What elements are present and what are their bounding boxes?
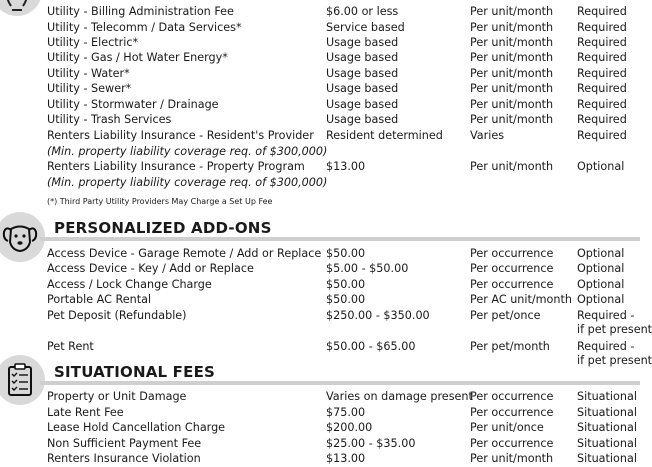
fee-amount: $50.00 bbox=[326, 293, 366, 306]
fee-status: Required bbox=[577, 98, 627, 111]
fee-status: Optional bbox=[577, 160, 625, 173]
fee-amount: $50.00 bbox=[326, 247, 366, 260]
fee-frequency: Per unit/month bbox=[470, 5, 554, 18]
fee-frequency: Per unit/month bbox=[470, 51, 554, 64]
fee-amount: $13.00 bbox=[326, 160, 366, 173]
fee-amount: Usage based bbox=[326, 67, 399, 80]
fee-status: Required bbox=[577, 129, 627, 142]
fee-name: Utility - Billing Administration Fee bbox=[47, 5, 234, 18]
fee-amount: Usage based bbox=[326, 36, 399, 49]
table-row bbox=[0, 405, 640, 421]
fee-name: Renters Insurance Violation bbox=[47, 452, 201, 465]
fee-status: Required bbox=[577, 36, 627, 49]
fee-amount: Usage based bbox=[326, 82, 399, 95]
table-row bbox=[0, 50, 640, 66]
fee-status: Required - bbox=[577, 340, 635, 353]
fee-amount: $6.00 or less bbox=[326, 5, 399, 18]
fee-name: Pet Rent bbox=[47, 340, 94, 353]
fee-frequency: Per pet/once bbox=[470, 309, 541, 322]
fee-amount: $50.00 bbox=[326, 278, 366, 291]
fee-status-condition: if pet present bbox=[577, 354, 652, 367]
fee-frequency: Per AC unit/month bbox=[470, 293, 572, 306]
fee-amount: $5.00 - $50.00 bbox=[326, 262, 409, 275]
fee-name: Pet Deposit (Refundable) bbox=[47, 309, 187, 322]
fee-frequency: Per occurrence bbox=[470, 437, 554, 450]
fee-frequency: Per unit/month bbox=[470, 113, 554, 126]
section-divider bbox=[40, 381, 640, 385]
fee-status: Required bbox=[577, 113, 627, 126]
table-row bbox=[0, 451, 640, 467]
fee-status: Optional bbox=[577, 262, 625, 275]
fee-name: Non Sufficient Payment Fee bbox=[47, 437, 202, 450]
fee-amount: Usage based bbox=[326, 51, 399, 64]
fee-frequency: Per unit/month bbox=[470, 82, 554, 95]
fee-amount: $50.00 - $65.00 bbox=[326, 340, 416, 353]
table-row bbox=[0, 35, 640, 51]
fee-name: Utility - Telecomm / Data Services* bbox=[47, 21, 242, 34]
fee-amount: Usage based bbox=[326, 113, 399, 126]
table-row bbox=[0, 81, 640, 97]
section-divider bbox=[40, 237, 640, 241]
fee-status: Situational bbox=[577, 437, 637, 450]
fee-name: Utility - Sewer* bbox=[47, 82, 132, 95]
table-row bbox=[0, 436, 640, 452]
fee-name: Utility - Water* bbox=[47, 67, 130, 80]
fee-name: Late Rent Fee bbox=[47, 406, 124, 419]
fee-frequency: Per unit/month bbox=[470, 67, 554, 80]
table-row bbox=[0, 112, 640, 128]
fee-status: Required - bbox=[577, 309, 635, 322]
fee-frequency: Per unit/once bbox=[470, 421, 544, 434]
fee-name: Utility - Stormwater / Drainage bbox=[47, 98, 219, 111]
fee-frequency: Varies bbox=[470, 129, 505, 142]
fee-status: Required bbox=[577, 82, 627, 95]
fee-name: Property or Unit Damage bbox=[47, 390, 187, 403]
fee-status: Situational bbox=[577, 421, 637, 434]
fee-name: Access / Lock Change Charge bbox=[47, 278, 212, 291]
fee-amount: $13.00 bbox=[326, 452, 366, 465]
fee-status: Required bbox=[577, 5, 627, 18]
table-row bbox=[0, 308, 652, 336]
fee-frequency: Per unit/month bbox=[470, 160, 554, 173]
table-row bbox=[0, 20, 640, 36]
coverage-note: (Min. property liability coverage req. of $300,000) bbox=[47, 176, 328, 189]
fee-frequency: Per occurrence bbox=[470, 262, 554, 275]
fee-status: Required bbox=[577, 51, 627, 64]
fee-status: Optional bbox=[577, 278, 625, 291]
fee-name: Utility - Electric* bbox=[47, 36, 139, 49]
table-row bbox=[0, 277, 640, 293]
table-row bbox=[0, 97, 640, 113]
fee-status: Required bbox=[577, 21, 627, 34]
fee-frequency: Per occurrence bbox=[470, 278, 554, 291]
table-row bbox=[0, 420, 640, 436]
table-row-insurance-program-note bbox=[0, 175, 640, 191]
table-row bbox=[0, 339, 652, 367]
table-row bbox=[0, 66, 640, 82]
fee-name: Access Device - Key / Add or Replace bbox=[47, 262, 254, 275]
fee-status: Optional bbox=[577, 247, 625, 260]
table-row bbox=[0, 292, 640, 308]
fee-status: Required bbox=[577, 67, 627, 80]
coverage-note: (Min. property liability coverage req. of $300,000) bbox=[47, 145, 328, 158]
table-row bbox=[0, 389, 640, 405]
table-row bbox=[0, 4, 640, 20]
fee-name: Utility - Trash Services bbox=[47, 113, 172, 126]
utility-footnote: (*) Third Party Utility Providers May Charge a Set Up Fee bbox=[47, 197, 273, 206]
fee-name: Portable AC Rental bbox=[47, 293, 152, 306]
fee-amount: $75.00 bbox=[326, 406, 366, 419]
fee-frequency: Per unit/month bbox=[470, 98, 554, 111]
section-title-situational: SITUATIONAL FEES bbox=[54, 363, 216, 381]
fee-status: Situational bbox=[577, 452, 637, 465]
fee-amount: Usage based bbox=[326, 98, 399, 111]
section-title-addons: PERSONALIZED ADD-ONS bbox=[54, 219, 272, 237]
fee-frequency: Per occurrence bbox=[470, 247, 554, 260]
fee-amount: Varies on damage present bbox=[326, 390, 473, 403]
table-row-insurance-note bbox=[0, 144, 640, 160]
fee-amount: $25.00 - $35.00 bbox=[326, 437, 416, 450]
fee-amount: $200.00 bbox=[326, 421, 373, 434]
fee-frequency: Per unit/month bbox=[470, 36, 554, 49]
fee-status-condition: if pet present bbox=[577, 323, 652, 336]
fee-frequency: Per unit/month bbox=[470, 21, 554, 34]
fee-status: Situational bbox=[577, 390, 637, 403]
fee-amount: $250.00 - $350.00 bbox=[326, 309, 430, 322]
fee-amount: Resident determined bbox=[326, 129, 443, 142]
fee-name: Lease Hold Cancellation Charge bbox=[47, 421, 226, 434]
fee-name: Renters Liability Insurance - Property Program bbox=[47, 160, 305, 173]
fee-name: Renters Liability Insurance - Resident's Provider bbox=[47, 129, 314, 142]
fee-status: Optional bbox=[577, 293, 625, 306]
table-row-insurance-program bbox=[0, 159, 640, 175]
fee-name: Access Device - Garage Remote / Add or Replace bbox=[47, 247, 322, 260]
fee-name: Utility - Gas / Hot Water Energy* bbox=[47, 51, 228, 64]
table-row bbox=[0, 128, 640, 144]
fee-amount: Service based bbox=[326, 21, 405, 34]
table-row bbox=[0, 261, 640, 277]
table-row bbox=[0, 246, 640, 262]
fee-frequency: Per occurrence bbox=[470, 390, 554, 403]
fee-status: Situational bbox=[577, 406, 637, 419]
fee-frequency: Per occurrence bbox=[470, 406, 554, 419]
fee-frequency: Per pet/month bbox=[470, 340, 550, 353]
fee-frequency: Per unit/month bbox=[470, 452, 554, 465]
